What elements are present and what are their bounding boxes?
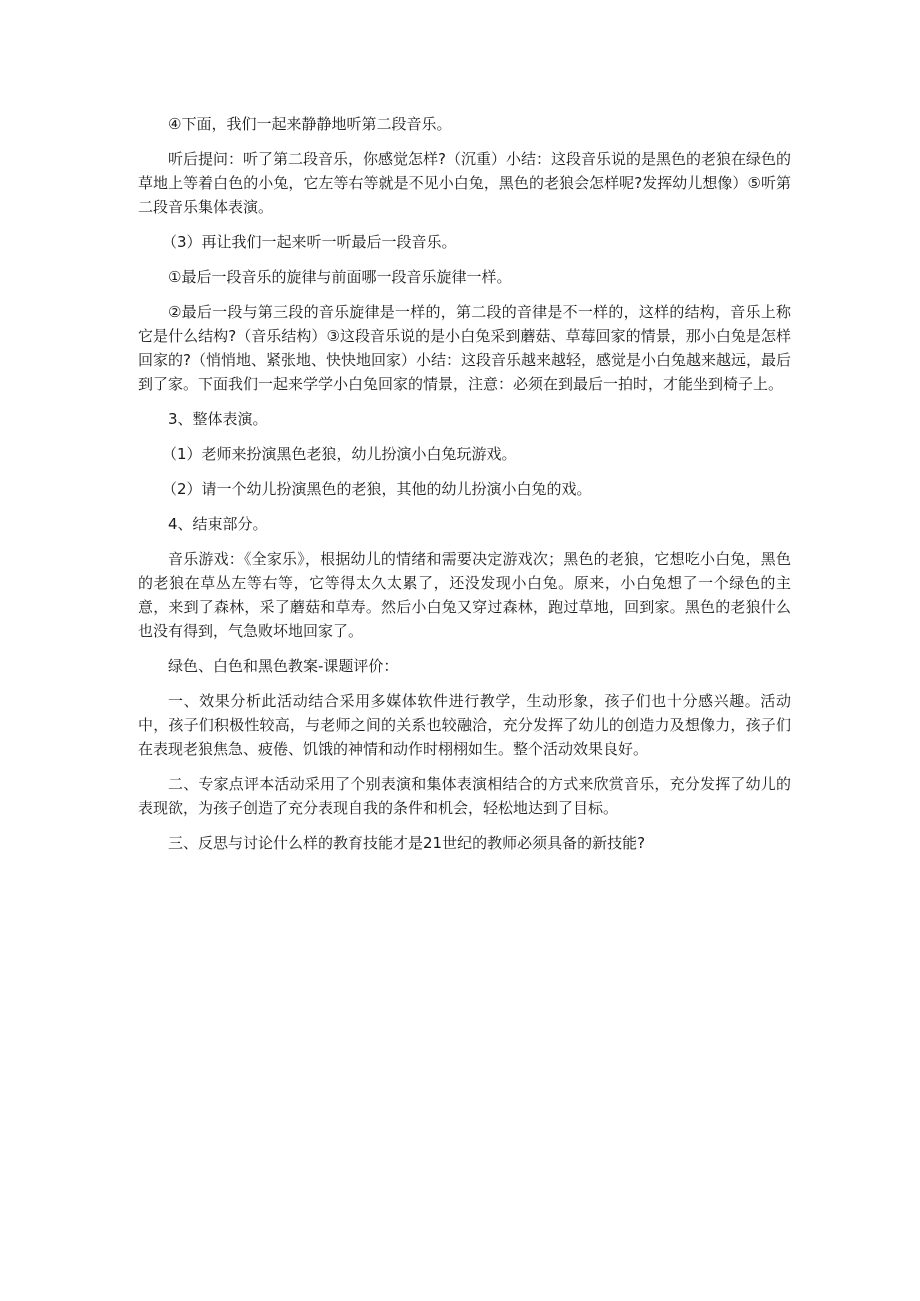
paragraph-reflection: 三、反思与讨论什么样的教育技能才是21世纪的教师必须具备的新技能? bbox=[168, 834, 646, 852]
paragraph-listen-second-music: ④下面，我们一起来静静地听第二段音乐。 bbox=[168, 115, 452, 133]
paragraph-effect-analysis: 一、效果分析此活动结合采用多媒体软件进行教学，生动形象，孩子们也十分感兴趣。活动中，孩子们积极性较高，与老师之间的关系也较融洽，充分发挥了幼儿的创造力及想像力，孩子们在表现老狼焦急、疲倦、饥饿的神情和动作时栩栩如生。整个活动效果良好。 bbox=[138, 692, 791, 758]
paragraph-child-plays-wolf: （2）请一个幼儿扮演黑色的老狼，其他的幼儿扮演小白兔的戏。 bbox=[162, 480, 592, 498]
document-page bbox=[138, 112, 791, 866]
paragraph-melody-comparison: ①最后一段音乐的旋律与前面哪一段音乐旋律一样。 bbox=[168, 268, 512, 286]
section-heading-ending: 4、结束部分。 bbox=[168, 515, 268, 533]
section-heading-whole-performance: 3、整体表演。 bbox=[168, 410, 268, 428]
paragraph-teacher-plays-wolf: （1）老师来扮演黑色老狼，幼儿扮演小白兔玩游戏。 bbox=[162, 445, 517, 463]
section-heading-evaluation: 绿色、白色和黑色教案-课题评价： bbox=[168, 657, 399, 675]
paragraph-question-and-summary: 听后提问：听了第二段音乐，你感觉怎样?（沉重）小结：这段音乐说的是黑色的老狼在绿色的草地上等着白色的小兔，它左等右等就是不见小白兔，黑色的老狼会怎样呢?发挥幼儿想像）⑤听第二段音乐集体表演。 bbox=[138, 150, 791, 216]
paragraph-music-game: 音乐游戏：《全家乐》，根据幼儿的情绪和需要决定游戏次；黑色的老狼，它想吃小白兔，黑色的老狼在草丛左等右等，它等得太久太累了，还没发现小白兔。原来，小白兔想了一个绿色的主意，来到了森林，采了蘑菇和草寿。然后小白兔又穿过森林，跑过草地，回到家。黑色的老狼什么也没有得到，气急败坏地回家了。 bbox=[138, 550, 791, 640]
paragraph-last-music-intro: （3）再让我们一起来听一听最后一段音乐。 bbox=[162, 233, 457, 251]
paragraph-music-structure: ②最后一段与第三段的音乐旋律是一样的，第二段的音律是不一样的，这样的结构，音乐上称它是什么结构?（音乐结构）③这段音乐说的是小白兔采到蘑菇、草莓回家的情景，那小白兔是怎样回家的?（悄悄地、紧张地、快快地回家）小结：这段音乐越来越轻，感觉是小白兔越来越远，最后到了家。下面我们一起来学学小白兔回家的情景，注意：必须在到最后一拍时，才能坐到椅子上。 bbox=[138, 303, 791, 393]
paragraph-expert-review: 二、专家点评本活动采用了个别表演和集体表演相结合的方式来欣赏音乐，充分发挥了幼儿的表现欲，为孩子创造了充分表现自我的条件和机会，轻松地达到了目标。 bbox=[138, 775, 791, 817]
